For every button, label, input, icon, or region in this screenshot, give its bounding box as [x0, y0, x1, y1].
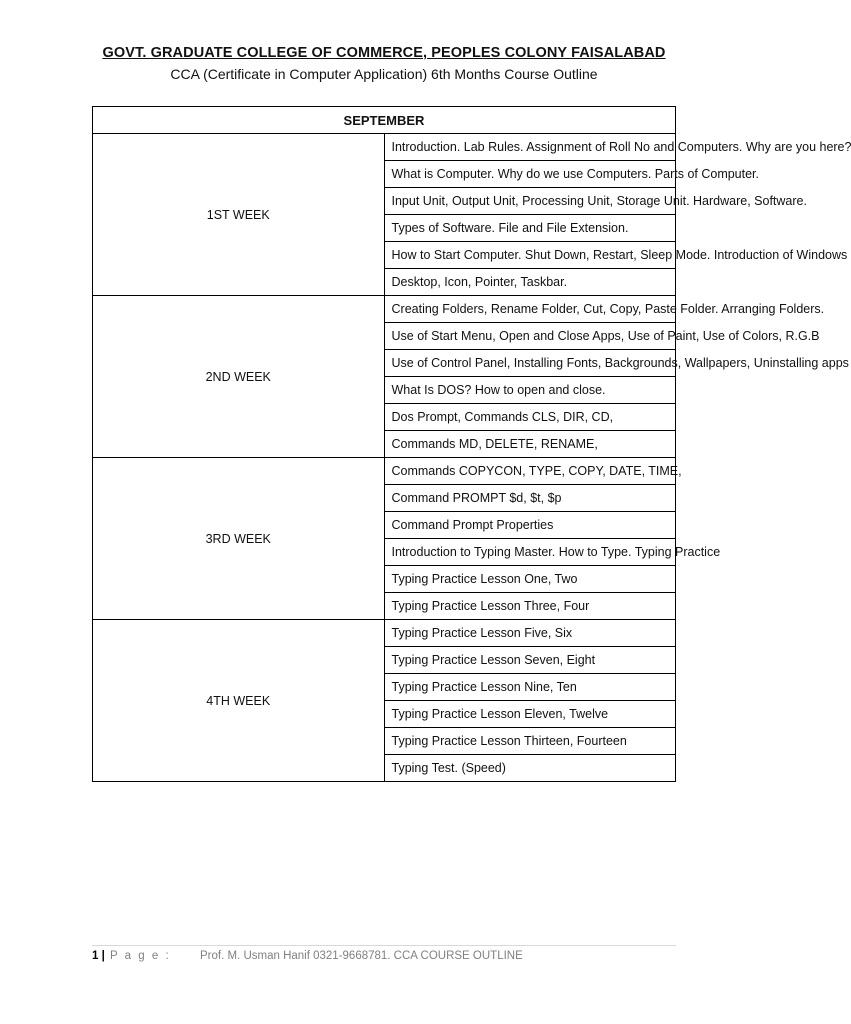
topic-cell: Typing Practice Lesson Three, Four [384, 593, 676, 620]
table-row [93, 458, 676, 485]
topic-cell: Typing Practice Lesson Eleven, Twelve [384, 701, 676, 728]
topic-cell: Commands MD, DELETE, RENAME, [384, 431, 676, 458]
topic-cell: Desktop, Icon, Pointer, Taskbar. [384, 269, 676, 296]
topic-cell: Introduction to Typing Master. How to Type. Typing Practice [384, 539, 676, 566]
topic-cell: Typing Practice Lesson Nine, Ten [384, 674, 676, 701]
topic-cell: Creating Folders, Rename Folder, Cut, Copy, Paste Folder. Arranging Folders. [384, 296, 676, 323]
topic-cell: Commands COPYCON, TYPE, COPY, DATE, TIME, [384, 458, 676, 485]
table-row [93, 620, 676, 647]
topic-cell: Command PROMPT $d, $t, $p [384, 485, 676, 512]
course-subtitle: CCA (Certificate in Computer Application) 6th Months Course Outline [170, 66, 598, 82]
table-row [93, 134, 676, 161]
topic-cell: Typing Test. (Speed) [384, 755, 676, 782]
week-label: 3RD WEEK [93, 458, 385, 620]
document-header [0, 43, 768, 84]
week-label: 4TH WEEK [93, 620, 385, 782]
page-number: 1 | [92, 950, 105, 962]
topic-cell: Use of Control Panel, Installing Fonts, Backgrounds, Wallpapers, Uninstalling apps [384, 350, 676, 377]
week-label: 2ND WEEK [93, 296, 385, 458]
topic-cell: Typing Practice Lesson Five, Six [384, 620, 676, 647]
page-footer [92, 949, 523, 963]
week-label: 1ST WEEK [93, 134, 385, 296]
topic-cell: Typing Practice Lesson Seven, Eight [384, 647, 676, 674]
page-label: P a g e : [104, 950, 171, 962]
topic-cell: Use of Start Menu, Open and Close Apps, Use of Paint, Use of Colors, R.G.B [384, 323, 676, 350]
topic-cell: Introduction. Lab Rules. Assignment of Roll No and Computers. Why are you here? [384, 134, 676, 161]
topic-cell: Command Prompt Properties [384, 512, 676, 539]
topic-cell: Types of Software. File and File Extension. [384, 215, 676, 242]
footer-credit: Prof. M. Usman Hanif 0321-9668781. CCA COURSE OUTLINE [200, 950, 523, 962]
topic-cell: What Is DOS? How to open and close. [384, 377, 676, 404]
topic-cell: How to Start Computer. Shut Down, Restart, Sleep Mode. Introduction of Windows [384, 242, 676, 269]
course-outline-table [92, 106, 851, 782]
topic-cell: Dos Prompt, Commands CLS, DIR, CD, [384, 404, 676, 431]
topic-cell: Typing Practice Lesson One, Two [384, 566, 676, 593]
footer-divider [92, 945, 676, 946]
college-title: GOVT. GRADUATE COLLEGE OF COMMERCE, PEOPLES COLONY FAISALABAD [102, 45, 666, 61]
topic-cell: What is Computer. Why do we use Computers. Parts of Computer. [384, 161, 676, 188]
topic-cell: Input Unit, Output Unit, Processing Unit, Storage Unit. Hardware, Software. [384, 188, 676, 215]
month-header-row [93, 107, 676, 134]
topic-cell: Typing Practice Lesson Thirteen, Fourteen [384, 728, 676, 755]
table-row [93, 296, 676, 323]
outline-body [93, 134, 851, 782]
month-header: SEPTEMBER [93, 107, 676, 134]
